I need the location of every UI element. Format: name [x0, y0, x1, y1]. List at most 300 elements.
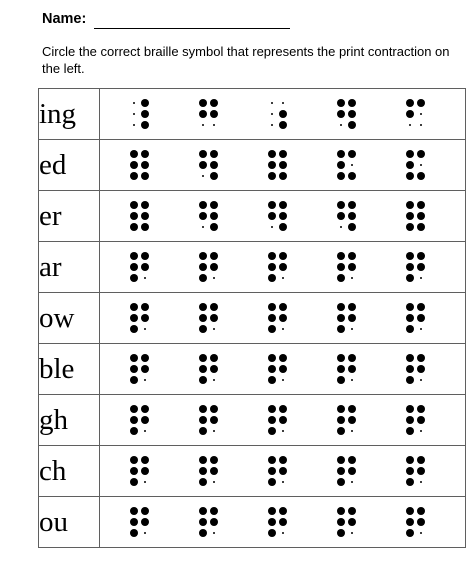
braille-option[interactable] [381, 191, 450, 241]
raised-dot [268, 212, 276, 220]
raised-dot [417, 365, 425, 373]
empty-dot-marker [417, 121, 425, 129]
braille-options-row [100, 293, 465, 343]
raised-dot [199, 529, 207, 537]
raised-dot [337, 274, 345, 282]
braille-worksheet-table [38, 88, 466, 548]
raised-dot [337, 427, 345, 435]
braille-options-cell [100, 89, 466, 140]
braille-cell [337, 150, 356, 180]
empty-dot-marker [268, 110, 276, 118]
raised-dot [279, 263, 287, 271]
braille-option[interactable] [174, 140, 243, 190]
braille-option[interactable] [312, 140, 381, 190]
braille-options-cell [100, 446, 466, 497]
raised-dot [406, 223, 414, 231]
raised-dot [279, 172, 287, 180]
raised-dot [141, 161, 149, 169]
raised-dot [210, 416, 218, 424]
raised-dot [268, 376, 276, 384]
empty-dot-marker [348, 427, 356, 435]
empty-dot-marker [199, 172, 207, 180]
empty-dot-marker [348, 478, 356, 486]
raised-dot [279, 161, 287, 169]
braille-cell [268, 354, 287, 384]
raised-dot [130, 478, 138, 486]
braille-cell [130, 201, 149, 231]
raised-dot [199, 263, 207, 271]
raised-dot [417, 467, 425, 475]
braille-option[interactable] [105, 344, 174, 394]
empty-dot-marker [279, 427, 287, 435]
raised-dot [348, 354, 356, 362]
raised-dot [130, 150, 138, 158]
braille-cell [337, 99, 356, 129]
empty-dot-marker [279, 274, 287, 282]
empty-dot-marker [210, 325, 218, 333]
raised-dot [406, 529, 414, 537]
braille-cell [268, 99, 287, 129]
braille-cell [130, 456, 149, 486]
raised-dot [337, 201, 345, 209]
braille-cell [406, 201, 425, 231]
raised-dot [279, 456, 287, 464]
braille-cell [268, 405, 287, 435]
braille-options-cell [100, 293, 466, 344]
raised-dot [268, 529, 276, 537]
raised-dot [210, 223, 218, 231]
raised-dot [141, 314, 149, 322]
raised-dot [406, 416, 414, 424]
empty-dot-marker [130, 110, 138, 118]
raised-dot [348, 212, 356, 220]
raised-dot [199, 252, 207, 260]
raised-dot [337, 161, 345, 169]
empty-dot-marker [279, 529, 287, 537]
raised-dot [199, 110, 207, 118]
raised-dot [210, 365, 218, 373]
raised-dot [268, 518, 276, 526]
braille-option[interactable] [243, 140, 312, 190]
braille-option[interactable] [105, 89, 174, 139]
raised-dot [406, 325, 414, 333]
raised-dot [199, 303, 207, 311]
raised-dot [406, 467, 414, 475]
braille-options-row [100, 395, 465, 445]
raised-dot [406, 303, 414, 311]
empty-dot-marker [141, 478, 149, 486]
contraction-label: gh [39, 395, 100, 446]
raised-dot [406, 172, 414, 180]
raised-dot [268, 325, 276, 333]
raised-dot [337, 365, 345, 373]
raised-dot [130, 201, 138, 209]
braille-option[interactable] [174, 89, 243, 139]
raised-dot [337, 416, 345, 424]
raised-dot [141, 150, 149, 158]
raised-dot [337, 405, 345, 413]
raised-dot [130, 172, 138, 180]
raised-dot [406, 376, 414, 384]
raised-dot [337, 314, 345, 322]
raised-dot [130, 252, 138, 260]
raised-dot [141, 223, 149, 231]
raised-dot [348, 507, 356, 515]
braille-option[interactable] [381, 242, 450, 292]
braille-option[interactable] [243, 497, 312, 547]
raised-dot [337, 99, 345, 107]
raised-dot [210, 467, 218, 475]
braille-cell [337, 303, 356, 333]
raised-dot [417, 263, 425, 271]
empty-dot-marker [279, 325, 287, 333]
braille-option[interactable] [381, 395, 450, 445]
raised-dot [130, 427, 138, 435]
empty-dot-marker [348, 529, 356, 537]
braille-option[interactable] [243, 395, 312, 445]
raised-dot [406, 150, 414, 158]
raised-dot [268, 274, 276, 282]
braille-cell [199, 99, 218, 129]
raised-dot [348, 121, 356, 129]
braille-options-cell [100, 140, 466, 191]
raised-dot [406, 274, 414, 282]
raised-dot [337, 263, 345, 271]
braille-cell [199, 150, 218, 180]
raised-dot [337, 325, 345, 333]
raised-dot [406, 161, 414, 169]
braille-option[interactable] [312, 344, 381, 394]
raised-dot [210, 518, 218, 526]
raised-dot [199, 467, 207, 475]
braille-cell [199, 252, 218, 282]
raised-dot [268, 365, 276, 373]
raised-dot [199, 405, 207, 413]
raised-dot [141, 110, 149, 118]
raised-dot [199, 507, 207, 515]
raised-dot [417, 518, 425, 526]
raised-dot [210, 456, 218, 464]
raised-dot [268, 507, 276, 515]
raised-dot [348, 110, 356, 118]
raised-dot [417, 150, 425, 158]
empty-dot-marker [417, 376, 425, 384]
raised-dot [130, 376, 138, 384]
raised-dot [210, 263, 218, 271]
raised-dot [199, 478, 207, 486]
braille-options-cell [100, 395, 466, 446]
braille-cell [199, 303, 218, 333]
raised-dot [279, 121, 287, 129]
raised-dot [268, 201, 276, 209]
raised-dot [279, 416, 287, 424]
empty-dot-marker [348, 161, 356, 169]
raised-dot [337, 252, 345, 260]
raised-dot [141, 507, 149, 515]
raised-dot [406, 314, 414, 322]
raised-dot [141, 354, 149, 362]
raised-dot [210, 354, 218, 362]
worksheet-row [39, 293, 466, 344]
raised-dot [406, 365, 414, 373]
raised-dot [348, 172, 356, 180]
raised-dot [210, 201, 218, 209]
empty-dot-marker [268, 223, 276, 231]
empty-dot-marker [417, 274, 425, 282]
raised-dot [268, 467, 276, 475]
raised-dot [337, 529, 345, 537]
empty-dot-marker [417, 427, 425, 435]
raised-dot [141, 365, 149, 373]
raised-dot [268, 354, 276, 362]
braille-option[interactable] [312, 293, 381, 343]
braille-cell [130, 99, 149, 129]
raised-dot [406, 478, 414, 486]
empty-dot-marker [141, 376, 149, 384]
empty-dot-marker [210, 427, 218, 435]
worksheet-row [39, 497, 466, 548]
braille-option[interactable] [312, 89, 381, 139]
braille-cell [268, 507, 287, 537]
raised-dot [141, 263, 149, 271]
braille-options-row [100, 140, 465, 190]
braille-option[interactable] [243, 344, 312, 394]
raised-dot [199, 456, 207, 464]
braille-option[interactable] [381, 89, 450, 139]
raised-dot [348, 314, 356, 322]
raised-dot [279, 201, 287, 209]
raised-dot [279, 150, 287, 158]
raised-dot [141, 456, 149, 464]
worksheet-row [39, 446, 466, 497]
raised-dot [348, 150, 356, 158]
raised-dot [348, 263, 356, 271]
empty-dot-marker [348, 376, 356, 384]
raised-dot [348, 405, 356, 413]
braille-cell [130, 507, 149, 537]
empty-dot-marker [279, 99, 287, 107]
raised-dot [417, 456, 425, 464]
braille-option[interactable] [312, 191, 381, 241]
raised-dot [141, 518, 149, 526]
raised-dot [348, 416, 356, 424]
raised-dot [268, 427, 276, 435]
braille-option[interactable] [381, 293, 450, 343]
raised-dot [141, 303, 149, 311]
braille-cell [406, 303, 425, 333]
braille-option[interactable] [174, 395, 243, 445]
raised-dot [417, 223, 425, 231]
name-blank-line[interactable] [94, 14, 290, 29]
raised-dot [210, 99, 218, 107]
braille-cell [406, 354, 425, 384]
raised-dot [210, 172, 218, 180]
raised-dot [417, 507, 425, 515]
braille-option[interactable] [312, 395, 381, 445]
braille-option[interactable] [381, 497, 450, 547]
raised-dot [210, 303, 218, 311]
braille-option[interactable] [243, 242, 312, 292]
braille-option[interactable] [105, 242, 174, 292]
braille-option[interactable] [312, 242, 381, 292]
raised-dot [199, 365, 207, 373]
raised-dot [279, 110, 287, 118]
raised-dot [199, 161, 207, 169]
raised-dot [417, 201, 425, 209]
braille-options-row [100, 497, 465, 547]
raised-dot [337, 507, 345, 515]
raised-dot [130, 529, 138, 537]
braille-option[interactable] [174, 497, 243, 547]
raised-dot [337, 518, 345, 526]
raised-dot [348, 223, 356, 231]
raised-dot [406, 507, 414, 515]
braille-option[interactable] [105, 293, 174, 343]
raised-dot [210, 212, 218, 220]
instructions-text: Circle the correct braille symbol that represents the print contraction on the left. [42, 44, 450, 76]
braille-option[interactable] [105, 497, 174, 547]
raised-dot [199, 416, 207, 424]
raised-dot [417, 303, 425, 311]
braille-option[interactable] [174, 446, 243, 496]
raised-dot [279, 507, 287, 515]
raised-dot [406, 263, 414, 271]
raised-dot [199, 99, 207, 107]
name-field [42, 9, 290, 29]
braille-cell [268, 456, 287, 486]
raised-dot [417, 314, 425, 322]
braille-option[interactable] [243, 293, 312, 343]
braille-option[interactable] [174, 293, 243, 343]
braille-option[interactable] [174, 344, 243, 394]
raised-dot [348, 456, 356, 464]
raised-dot [130, 223, 138, 231]
braille-option[interactable] [243, 89, 312, 139]
braille-option[interactable] [381, 344, 450, 394]
empty-dot-marker [210, 478, 218, 486]
raised-dot [348, 252, 356, 260]
raised-dot [406, 212, 414, 220]
raised-dot [279, 212, 287, 220]
raised-dot [141, 212, 149, 220]
raised-dot [337, 110, 345, 118]
raised-dot [268, 263, 276, 271]
raised-dot [337, 354, 345, 362]
raised-dot [417, 354, 425, 362]
raised-dot [130, 325, 138, 333]
raised-dot [348, 467, 356, 475]
contraction-label: ch [39, 446, 100, 497]
braille-option[interactable] [105, 446, 174, 496]
raised-dot [268, 252, 276, 260]
raised-dot [406, 252, 414, 260]
braille-option[interactable] [174, 191, 243, 241]
worksheet-row [39, 89, 466, 140]
braille-cell [199, 201, 218, 231]
empty-dot-marker [348, 325, 356, 333]
braille-cell [406, 150, 425, 180]
empty-dot-marker [130, 99, 138, 107]
braille-options-row [100, 191, 465, 241]
raised-dot [210, 110, 218, 118]
braille-options-cell [100, 497, 466, 548]
braille-option[interactable] [105, 140, 174, 190]
contraction-label: ou [39, 497, 100, 548]
raised-dot [337, 376, 345, 384]
raised-dot [199, 201, 207, 209]
braille-option[interactable] [381, 140, 450, 190]
braille-cell [130, 303, 149, 333]
braille-cell [337, 354, 356, 384]
raised-dot [279, 314, 287, 322]
raised-dot [199, 518, 207, 526]
raised-dot [130, 212, 138, 220]
raised-dot [199, 376, 207, 384]
empty-dot-marker [199, 121, 207, 129]
braille-cell [199, 507, 218, 537]
empty-dot-marker [417, 325, 425, 333]
raised-dot [348, 303, 356, 311]
raised-dot [210, 314, 218, 322]
empty-dot-marker [417, 161, 425, 169]
raised-dot [348, 365, 356, 373]
braille-option[interactable] [312, 497, 381, 547]
empty-dot-marker [337, 223, 345, 231]
raised-dot [268, 161, 276, 169]
braille-option[interactable] [312, 446, 381, 496]
braille-cell [130, 354, 149, 384]
raised-dot [130, 263, 138, 271]
empty-dot-marker [141, 274, 149, 282]
raised-dot [417, 405, 425, 413]
braille-cell [268, 201, 287, 231]
raised-dot [348, 99, 356, 107]
empty-dot-marker [199, 223, 207, 231]
braille-options-cell [100, 191, 466, 242]
braille-option[interactable] [381, 446, 450, 496]
braille-option[interactable] [174, 242, 243, 292]
worksheet-row [39, 140, 466, 191]
raised-dot [406, 405, 414, 413]
braille-option[interactable] [243, 191, 312, 241]
worksheet-row [39, 191, 466, 242]
braille-option[interactable] [105, 191, 174, 241]
contraction-label: ed [39, 140, 100, 191]
raised-dot [130, 467, 138, 475]
raised-dot [417, 416, 425, 424]
braille-options-row [100, 89, 465, 139]
braille-cell [406, 456, 425, 486]
raised-dot [406, 456, 414, 464]
empty-dot-marker [210, 274, 218, 282]
raised-dot [268, 416, 276, 424]
raised-dot [210, 507, 218, 515]
braille-cell [406, 252, 425, 282]
raised-dot [337, 172, 345, 180]
braille-option[interactable] [243, 446, 312, 496]
empty-dot-marker [406, 121, 414, 129]
raised-dot [199, 150, 207, 158]
braille-options-row [100, 242, 465, 292]
raised-dot [417, 172, 425, 180]
braille-options-row [100, 446, 465, 496]
raised-dot [130, 274, 138, 282]
raised-dot [268, 405, 276, 413]
braille-cell [130, 405, 149, 435]
braille-cell [130, 150, 149, 180]
raised-dot [130, 405, 138, 413]
braille-option[interactable] [105, 395, 174, 445]
